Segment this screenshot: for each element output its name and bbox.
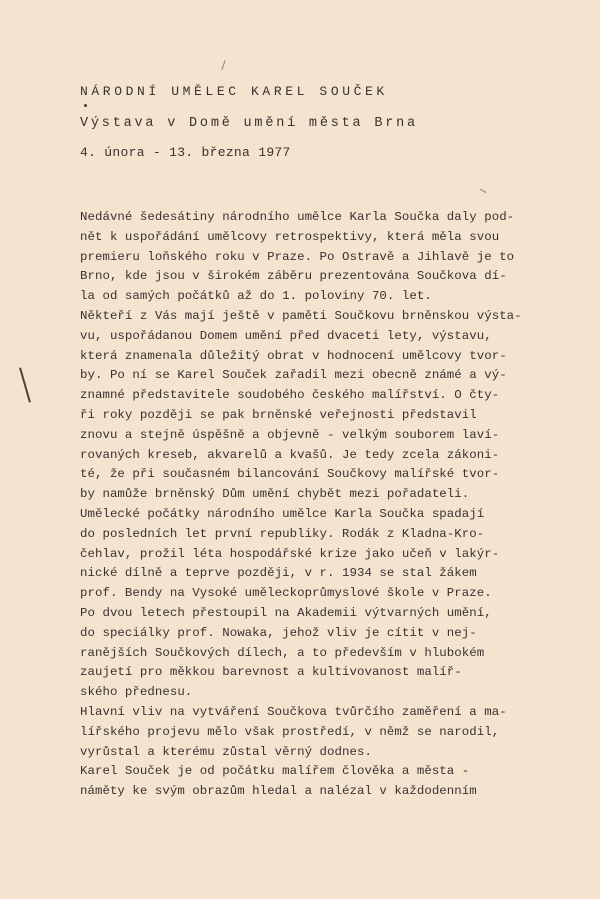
text-line: znamné představitele soudobého českého malířství. O čty-: [80, 388, 500, 403]
text-line: ři roky později se pak brněnské veřejnosti představil: [80, 407, 477, 422]
text-line: premieru loňského roku v Praze. Po Ostravě a Jihlavě je to: [80, 249, 515, 264]
text-line: Brno, kde jsou v širokém záběru prezentována Součkova dí-: [80, 269, 507, 284]
text-line: té, že při současném bilancování Součkovy malířské tvor-: [80, 467, 500, 482]
text-line: vu, uspořádanou Domem umění před dvaceti lety, výstavu,: [80, 328, 492, 343]
text-line: ranějších Součkových dílech, a to především v hlubokém: [80, 645, 485, 660]
text-line: by. Po ní se Karel Souček zařadil mezi obecně známé a vý-: [80, 368, 507, 383]
text-line: nět k uspořádání umělcovy retrospektivy, která měla svou: [80, 229, 500, 244]
text-line: Karel Souček je od počátku malířem člověka a města -: [80, 764, 470, 779]
margin-pencil-stroke: [19, 367, 31, 402]
text-line: by namůže brněnský Dům umění chybět mezi pořadateli.: [80, 487, 470, 502]
text-line: Nedávné šedesátiny národního umělce Karla Součka daly pod-: [80, 210, 515, 224]
body-text: [80, 208, 580, 802]
exhibition-subtitle: Výstava v Domě umění města Brna: [80, 116, 418, 131]
pencil-caret-mark: [476, 189, 486, 199]
text-line: prof. Bendy na Vysoké uměleckoprůmyslové škole v Praze.: [80, 586, 492, 601]
text-line: ského přednesu.: [80, 685, 193, 700]
text-line: rovaných kreseb, akvarelů a kvašů. Je tedy zcela zákoni-: [80, 447, 500, 462]
page-title: NÁRODNÍ UMĚLEC KAREL SOUČEK: [80, 84, 388, 99]
exhibition-dates: 4. února - 13. března 1977: [80, 145, 291, 160]
text-line: nické dílně a teprve později, v r. 1934 se stal žákem: [80, 566, 477, 581]
text-line: znovu a stejně úspěšně a objevně - velkým souborem laví-: [80, 427, 500, 442]
text-line: Někteří z Vás mají ještě v paměti Součkovu brněnskou výsta-: [80, 308, 522, 323]
text-line: Hlavní vliv na vytváření Součkova tvůrčího zaměření a ma-: [80, 704, 507, 719]
text-line: čehlav, prožil léta hospodářské krize jako učeň v lakýr-: [80, 546, 500, 561]
text-line: vyrůstal a kterému zůstal věrný dodnes.: [80, 744, 372, 759]
text-line: náměty ke svým obrazům hledal a nalézal v každodenním: [80, 784, 477, 799]
text-line: která znamenala důležitý obrat v hodnocení umělcovy tvor-: [80, 348, 507, 363]
text-line: Umělecké počátky národního umělce Karla Součka spadají: [80, 506, 485, 521]
pencil-tick-mark: [221, 60, 225, 70]
text-line: la od samých počátků až do 1. poloviny 70. let.: [80, 289, 432, 304]
text-line: Po dvou letech přestoupil na Akademii výtvarných umění,: [80, 605, 492, 620]
text-line: do posledních let první republiky. Rodák z Kladna-Kro-: [80, 526, 485, 541]
text-line: zaujetí pro měkkou barevnost a kultivovanost malíř-: [80, 665, 462, 680]
ink-dot-mark: [84, 104, 87, 107]
text-line: lířského projevu mělo však prostředí, v němž se narodil,: [80, 724, 500, 739]
text-line: do speciálky prof. Nowaka, jehož vliv je cítit v nej-: [80, 625, 477, 640]
